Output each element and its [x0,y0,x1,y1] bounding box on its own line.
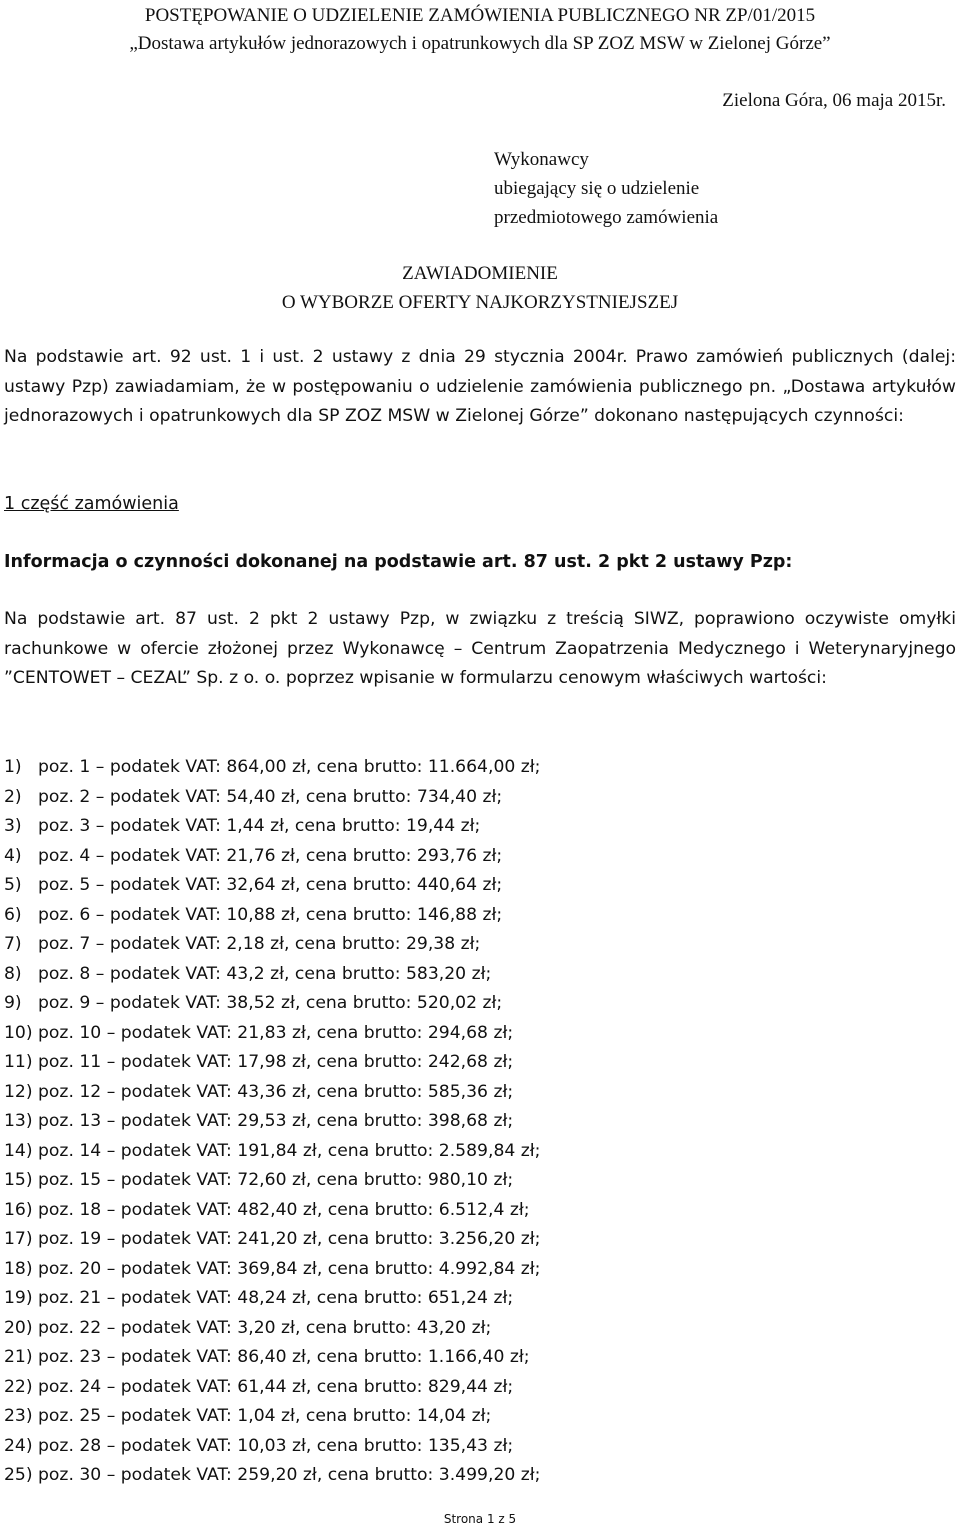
list-item [4,1137,540,1167]
list-item [4,1402,540,1432]
list-item [4,1284,540,1314]
list-item [4,1166,540,1196]
list-item [4,1314,540,1344]
list-item [4,1255,540,1285]
list-item [4,1078,540,1108]
list-item [4,1225,540,1255]
list-item-number: 15) [4,1170,33,1190]
list-item [4,1432,540,1462]
list-item-number: 18) [4,1258,33,1279]
vat-correction-list [4,753,540,1491]
list-item-number: 19) [4,1288,33,1308]
list-item [4,1107,540,1137]
list-item-number: 14) [4,1140,33,1161]
list-item-number: 24) [4,1435,33,1456]
list-item [4,1373,540,1403]
list-item-number: 22) [4,1376,33,1397]
list-item-text: poz. 23 – podatek VAT: 86,40 zł, cena brutto: 1.166,40 zł; [38,1347,530,1367]
notice-subtitle: O WYBORZE OFERTY NAJKORZYSTNIEJSZEJ [281,292,679,313]
header-title: POSTĘPOWANIE O UDZIELENIE ZAMÓWIENIA PUBLICZNEGO NR ZP/01/2015 [144,5,816,26]
notice-title: ZAWIADOMIENIE [402,263,558,284]
list-item-text: poz. 19 – podatek VAT: 241,20 zł, cena brutto: 3.256,20 zł; [38,1229,541,1249]
section-title: 1 część zamówienia [4,494,179,514]
list-item-number: 11) [4,1052,33,1072]
list-item [4,1461,540,1491]
list-item-text: poz. 14 – podatek VAT: 191,84 zł, cena brutto: 2.589,84 zł; [38,1140,541,1161]
list-item [4,1019,540,1049]
list-item-number: 12) [4,1081,33,1102]
list-item-text: poz. 7 – podatek VAT: 2,18 zł, cena brutto: 29,38 zł; [38,934,481,954]
list-item-number: 1) [4,757,22,777]
list-item-text: poz. 25 – podatek VAT: 1,04 zł, cena brutto: 14,04 zł; [38,1406,492,1426]
list-item [4,1343,540,1373]
list-item-number: 20) [4,1317,33,1338]
list-item [4,812,540,842]
list-item-text: poz. 5 – podatek VAT: 32,64 zł, cena brutto: 440,64 zł; [38,875,503,895]
list-item-text: poz. 22 – podatek VAT: 3,20 zł, cena brutto: 43,20 zł; [38,1317,492,1338]
list-item-number: 7) [4,934,22,954]
list-item [4,960,540,990]
list-item-number: 17) [4,1229,33,1249]
list-item-text: poz. 11 – podatek VAT: 17,98 zł, cena brutto: 242,68 zł; [38,1052,514,1072]
list-item-text: poz. 6 – podatek VAT: 10,88 zł, cena brutto: 146,88 zł; [38,904,503,925]
list-item [4,753,540,783]
list-item-number: 5) [4,875,22,895]
list-item [4,901,540,931]
page-footer: Strona 1 z 5 [443,1512,517,1526]
list-item-number: 13) [4,1111,33,1131]
correction-paragraph: Na podstawie art. 87 ust. 2 pkt 2 ustawy Pzp, w związku z treścią SIWZ, poprawiono oczywiste omyłki rachunkowe w ofercie złożonej przez Wykonawcę – Centrum Zaopatrzenia Medycznego i Weterynaryjnego ”CENTOWET – CEZAL” Sp. z o. o. poprzez wpisanie w formularzu cenowym właściwych wartości: [4,609,956,688]
list-item-number: 2) [4,786,22,807]
list-item-number: 8) [4,963,22,984]
list-item [4,842,540,872]
list-item [4,1196,540,1226]
list-item [4,989,540,1019]
list-item-number: 25) [4,1465,33,1485]
intro-paragraph: Na podstawie art. 92 ust. 1 i ust. 2 ustawy z dnia 29 stycznia 2004r. Prawo zamówień publicznych (dalej: ustawy Pzp) zawiadamiam, że w postępowaniu o udzielenie zamówienia publicznego pn. „Dostawa artykułów jednorazowych i opatrunkowych dla SP ZOZ MSW w Zielonej Górze” dokonano następujących czynności: [4,347,956,426]
header-subtitle: „Dostawa artykułów jednorazowych i opatrunkowych dla SP ZOZ MSW w Zielonej Górze” [129,33,831,54]
list-item-text: poz. 28 – podatek VAT: 10,03 zł, cena brutto: 135,43 zł; [38,1435,514,1456]
addressee-line: Wykonawcy [494,149,589,170]
list-item-number: 10) [4,1022,33,1043]
list-item-text: poz. 3 – podatek VAT: 1,44 zł, cena brutto: 19,44 zł; [38,816,481,836]
list-item [4,930,540,960]
list-item-text: poz. 15 – podatek VAT: 72,60 zł, cena brutto: 980,10 zł; [38,1170,514,1190]
list-item-text: poz. 1 – podatek VAT: 864,00 zł, cena brutto: 11.664,00 zł; [38,757,541,777]
list-item-text: poz. 24 – podatek VAT: 61,44 zł, cena brutto: 829,44 zł; [38,1376,514,1397]
list-item-number: 16) [4,1199,33,1220]
list-item [4,783,540,813]
list-item-text: poz. 20 – podatek VAT: 369,84 zł, cena brutto: 4.992,84 zł; [38,1258,541,1279]
document-date: Zielona Góra, 06 maja 2015r. [722,90,946,111]
list-item-text: poz. 10 – podatek VAT: 21,83 zł, cena brutto: 294,68 zł; [38,1022,514,1043]
list-item-text: poz. 30 – podatek VAT: 259,20 zł, cena brutto: 3.499,20 zł; [38,1465,541,1485]
list-item-number: 3) [4,816,22,836]
list-item-number: 21) [4,1347,33,1367]
list-item-number: 4) [4,845,22,866]
list-item-text: poz. 9 – podatek VAT: 38,52 zł, cena brutto: 520,02 zł; [38,993,503,1013]
list-item-text: poz. 21 – podatek VAT: 48,24 zł, cena brutto: 651,24 zł; [38,1288,514,1308]
list-item-text: poz. 4 – podatek VAT: 21,76 zł, cena brutto: 293,76 zł; [38,845,503,866]
list-item-text: poz. 18 – podatek VAT: 482,40 zł, cena brutto: 6.512,4 zł; [38,1199,530,1220]
list-item-text: poz. 2 – podatek VAT: 54,40 zł, cena brutto: 734,40 zł; [38,786,503,807]
list-item [4,871,540,901]
list-item-text: poz. 12 – podatek VAT: 43,36 zł, cena brutto: 585,36 zł; [38,1081,514,1102]
addressee-line: ubiegający się o udzielenie [494,178,700,199]
list-item-number: 23) [4,1406,33,1426]
addressee-line: przedmiotowego zamówienia [494,207,719,228]
info-heading: Informacja o czynności dokonanej na podstawie art. 87 ust. 2 pkt 2 ustawy Pzp: [4,552,793,572]
addressee-block [494,145,718,232]
list-item-number: 9) [4,993,22,1013]
list-item-text: poz. 8 – podatek VAT: 43,2 zł, cena brutto: 583,20 zł; [38,963,492,984]
list-item-text: poz. 13 – podatek VAT: 29,53 zł, cena brutto: 398,68 zł; [38,1111,514,1131]
list-item [4,1048,540,1078]
list-item-number: 6) [4,904,22,925]
